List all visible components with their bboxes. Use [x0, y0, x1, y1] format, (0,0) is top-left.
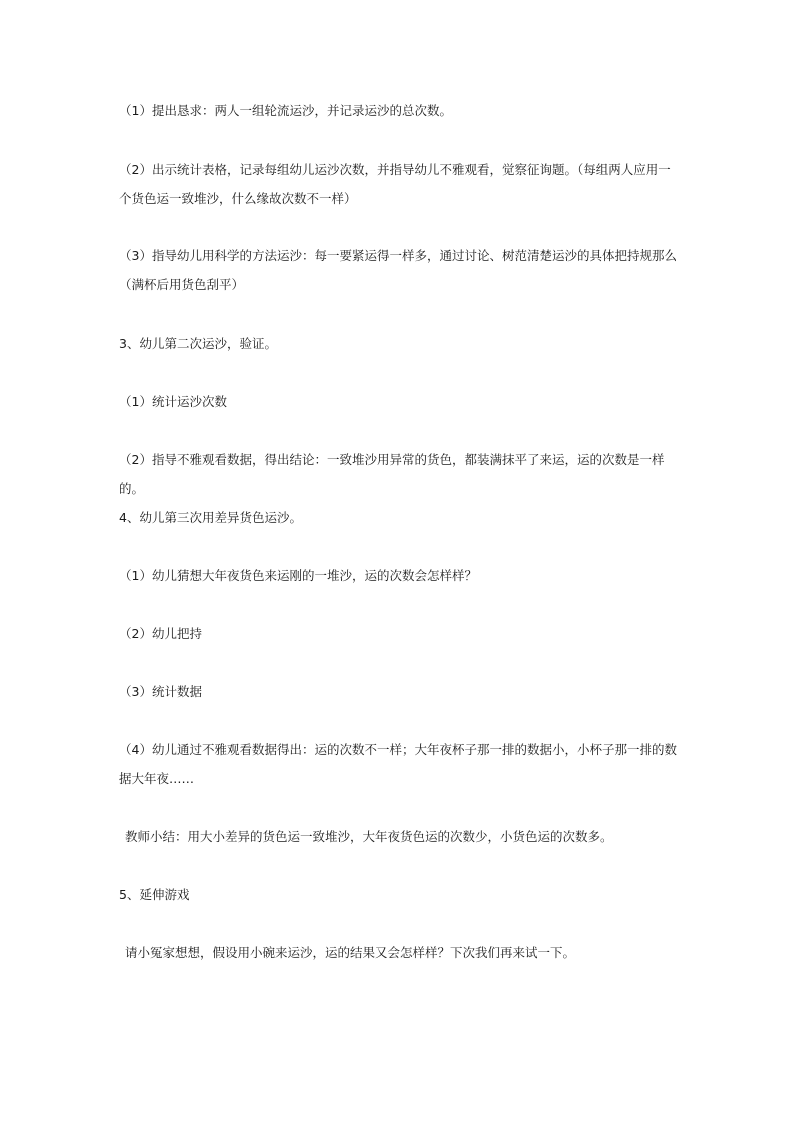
section-heading-4: 4、幼儿第三次用差异货色运沙。 — [119, 510, 302, 525]
paragraph-step-1: （1）提出恳求：两人一组轮流运沙，并记录运沙的总次数。 — [119, 103, 452, 118]
paragraph-guess: （1）幼儿猜想大年夜货色来运刚的一堆沙，运的次数会怎样样？ — [119, 568, 477, 583]
paragraph-observe-data: （2）指导不雅观看数据，得出结论：一致堆沙用异常的货色，都装满抹平了来运，运的次数是一样的。 — [119, 452, 665, 496]
paragraph-step-3: （3）指导幼儿用科学的方法运沙：每一要紧运得一样多，通过讨论、树范清楚运沙的具体把持规那么（满杯后用货色刮平） — [119, 248, 677, 292]
paragraph-count-sand: （1）统计运沙次数 — [119, 394, 227, 409]
teacher-summary: 教师小结：用大小差异的货色运一致堆沙，大年夜货色运的次数少，小货色运的次数多。 — [125, 829, 613, 844]
paragraph-step-2: （2）出示统计表格，记录每组幼儿运沙次数，并指导幼儿不雅观看，觉察征询题。（每组两人应用一个货色运一致堆沙，什么缘故次数不一样） — [119, 162, 671, 206]
section-heading-5: 5、延伸游戏 — [119, 887, 190, 902]
paragraph-operate: （2）幼儿把持 — [119, 626, 202, 641]
paragraph-conclusion: （4）幼儿通过不雅观看数据得出：运的次数不一样；大年夜杯子那一排的数据小，小杯子那一排的数据大年夜…… — [119, 742, 677, 786]
section-heading-3: 3、幼儿第二次运沙，验证。 — [119, 336, 277, 351]
paragraph-statistics: （3）统计数据 — [119, 684, 202, 699]
paragraph-extension: 请小冤家想想，假设用小碗来运沙，运的结果又会怎样样？下次我们再来试一下。 — [125, 945, 576, 960]
